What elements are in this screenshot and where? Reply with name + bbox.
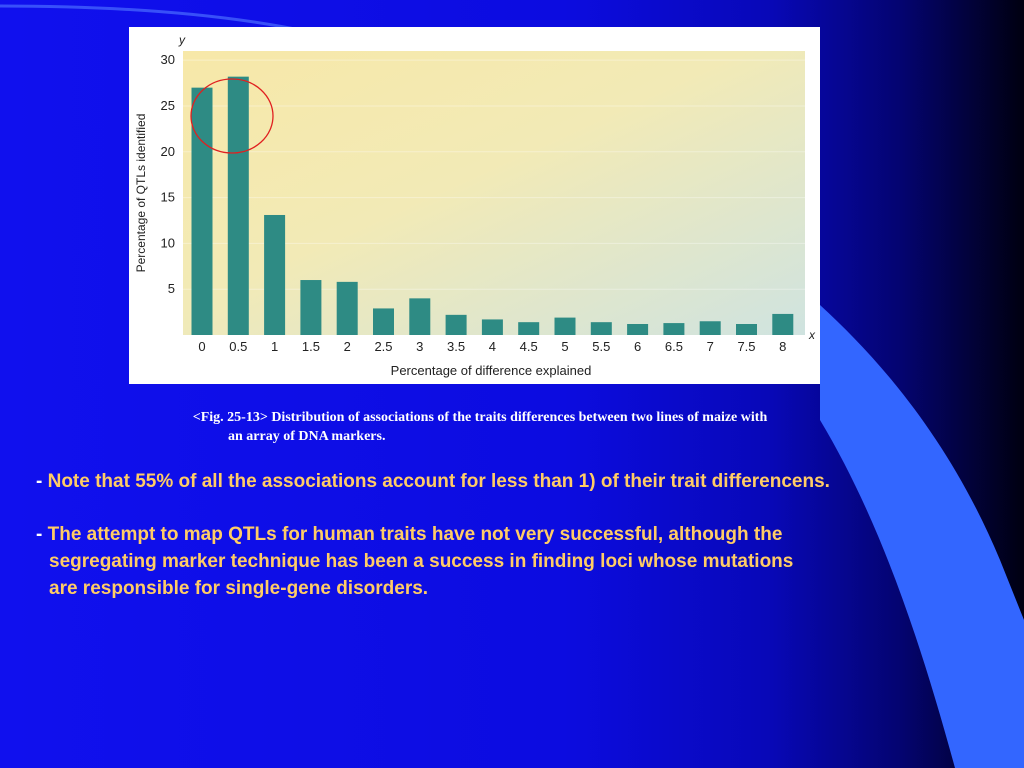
bar-1.5: [300, 280, 321, 335]
note-text-line-3: are responsible for single-gene disorders.: [49, 578, 429, 599]
x-tick-label: 1.5: [301, 339, 320, 354]
bar-8: [772, 314, 793, 335]
bar-6: [627, 324, 648, 335]
bar-1: [264, 215, 285, 335]
figure-caption: [100, 408, 860, 446]
chart-panel: [129, 27, 820, 384]
bullet-dash: -: [36, 471, 48, 492]
x-tick-label: 2: [343, 339, 351, 354]
y-tick-label: 30: [160, 52, 175, 68]
bar-4: [482, 319, 503, 335]
caption-line-1: <Fig. 25-13> Distribution of associations of the traits differences between two lines of maize with: [192, 410, 768, 425]
x-tick-label: 1: [270, 339, 279, 354]
note-text: Note that 55% of all the associations account for less than 1) of their trait differencens.: [47, 471, 830, 492]
x-tick-label: 3.5: [447, 339, 466, 354]
note-text-line-1: The attempt to map QTLs for human traits have not very successful, although the: [47, 524, 783, 545]
bar-2.5: [373, 308, 394, 335]
x-tick-label: 6.5: [664, 339, 683, 354]
x-axis-letter: x: [809, 328, 815, 342]
x-tick-label: 5.5: [592, 339, 611, 354]
note-bullet-1: [36, 468, 1006, 495]
bar-5.5: [591, 322, 612, 335]
x-tick-label: 4: [488, 339, 497, 354]
x-axis-title: Percentage of difference explained: [390, 363, 592, 378]
y-axis-title: Percentage of QTLs identified: [134, 113, 148, 273]
y-axis-letter: y: [179, 33, 185, 47]
note-text-line-2: segregating marker technique has been a success in finding loci whose mutations: [49, 551, 794, 572]
x-tick-label: 6: [633, 339, 642, 354]
x-tick-label: 3: [416, 339, 424, 354]
bar-7: [700, 321, 721, 335]
x-tick-label: 7: [706, 339, 714, 354]
x-tick-label: 8: [779, 339, 787, 354]
y-tick-label: 20: [160, 143, 175, 159]
bar-6.5: [663, 323, 684, 335]
bar-0.5: [228, 77, 249, 335]
bar-chart: [129, 27, 820, 384]
bullet-dash: -: [36, 524, 48, 545]
x-tick-label: 7.5: [737, 339, 756, 354]
y-tick-label: 25: [160, 97, 175, 113]
bar-3: [409, 298, 430, 335]
bar-5: [555, 318, 576, 335]
x-tick-label: 5: [561, 339, 569, 354]
caption-line-2: an array of DNA markers.: [228, 429, 386, 444]
y-tick-label: 15: [160, 189, 175, 205]
note-bullet-2: [36, 521, 966, 602]
bar-4.5: [518, 322, 539, 335]
y-tick-label: 10: [160, 235, 175, 251]
y-tick-label: 5: [167, 281, 175, 297]
bar-3.5: [446, 315, 467, 335]
bar-0: [192, 88, 213, 335]
x-tick-label: 4.5: [519, 339, 538, 354]
x-tick-label: 0: [198, 339, 206, 354]
bar-7.5: [736, 324, 757, 335]
bar-2: [337, 282, 358, 335]
x-tick-label: 0.5: [229, 339, 248, 354]
x-tick-label: 2.5: [374, 339, 393, 354]
